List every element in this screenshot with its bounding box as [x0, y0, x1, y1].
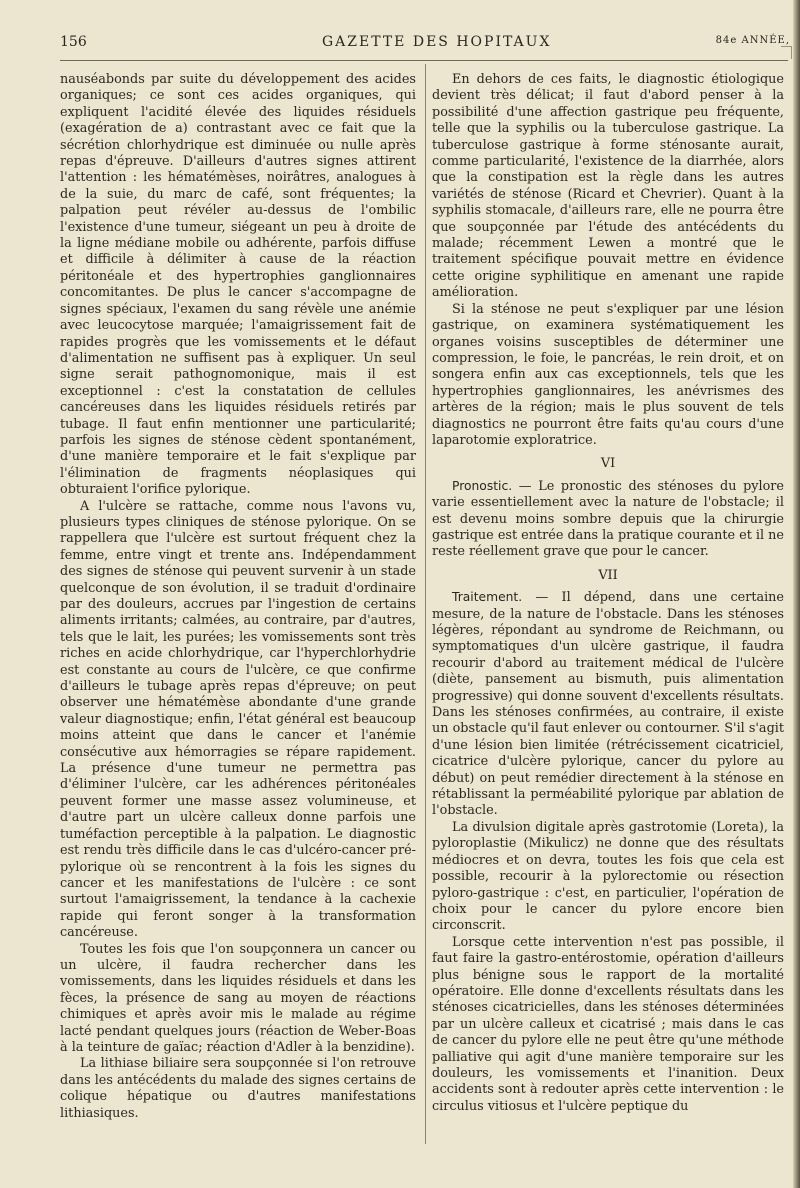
paragraph-ulcer: A l'ulcère se rattache, comme nous l'avons vu, plusieurs types cliniques de sténose pylorique. On se rappellera que l'ulcère est surtout fréquent chez la femme, entre vingt et trente ans. Indépendamment des signes de sténose qui peuvent survenir à un stade quelconque de son évolution, il se traduit d'ordinaire par des douleurs, accrues par l'ingestion de certains aliments irritants; calmées, au contraire, par d'autres, tels que le lait, les purées; les vomissements sont très riches en acide chlorhydrique, car l'hyperchlorhydrie est constante au cours de l'ulcère, ce que confirme d'ailleurs le tubage après repas d'épreuve; on peut observer une hématémèse abondante d'une grande valeur diagnostique; enfin, l'état général est beaucoup moins atteint que dans le cancer et l'anémie consécutive aux hémorragies se répare rapidement. La présence d'une tumeur ne permettra pas d'éliminer l'ulcère, car les adhérences péritonéales peuvent former une masse assez volumineuse, et d'autre part un ulcère calleux donne parfois une tuméfaction perceptible à la palpation. Le diagnostic est rendu très difficile dans le cas d'ulcéro-cancer pré-pylorique où se rencontrent à la fois les signes du cancer et les manifestations de l'ulcère : ce sont surtout l'amaigrissement, la tendance à la cachexie rapide qui feront songer à la transformation cancéreuse.: [60, 498, 416, 941]
traitement-label: Traitement.: [452, 590, 523, 605]
column-divider: [425, 64, 426, 1144]
header-rule: [60, 60, 788, 61]
page-fold-mark: [781, 46, 792, 59]
section-heading-vi: VI: [600, 456, 616, 472]
left-column: [60, 72, 416, 1122]
paragraph-cancer-signs: nauséabonds par suite du développement des acides organiques; ce sont ces acides organiques, qui expliquent l'acidité élevée des liquides résiduels (exagération de a) contrastant avec ce fait que la sécrétion chlorhydrique est diminuée ou nulle après repas d'épreuve. D'ailleurs d'autres signes attirent l'attention : les hématémèses, noirâtres, analogues à de la suie, du marc de café, sont fréquentes; la palpation peut révéler au-dessus de l'ombilic l'existence d'une tumeur, siégeant un peu à droite de la ligne médiane mobile ou adhérente, parfois diffuse et difficile à délimiter à cause de la réaction péritonéale et des hypertrophies ganglionnaires concomitantes. De plus le cancer s'accompagne de signes spéciaux, l'examen du sang révèle une anémie avec leucocytose marquée; l'amaigrissement fait de rapides progrès que les vomissements et le défaut d'alimentation ne suffisent pas à expliquer. Un seul signe serait pathognomonique, mais il est exceptionnel : c'est la constatation de cellules cancéreuses dans les liquides résiduels retirés par tubage. Il faut enfin mentionner une particularité; parfois les signes de sténose cèdent spontanément, d'une manière temporaire et le fait s'explique par l'élimination de fragments néoplasiques qui obturaient l'orifice pylorique.: [60, 72, 416, 498]
binding-edge: [793, 0, 800, 1188]
right-column: [432, 72, 784, 1115]
section-heading-vii: VII: [598, 567, 618, 583]
volume-year: 84e ANNÉE,: [715, 35, 790, 46]
paragraph-blood-search: Toutes les fois que l'on soupçonnera un cancer ou un ulcère, il faudra rechercher dans les vomissements, dans les liquides résiduels et dans les fèces, la présence de sang au moyen de réactions chimiques et après avoir mis le malade au régime lacté pendant quelques jours (réaction de Weber-Boas à la teinture de gaïac; réaction d'Adler à la benzidine).: [60, 941, 416, 1055]
page-number: 156: [60, 34, 87, 50]
paragraph-pronostic: [432, 478, 784, 561]
running-header: [60, 34, 790, 56]
pronostic-text: — Le pronostic des sténoses du pylore varie essentiellement avec la nature de l'obstacle; il est devenu moins sombre depuis que la chirurgie gastrique est entrée dans la pratique courante et il ne reste réellement grave que pour le cancer.: [432, 478, 784, 560]
paragraph-divulsion: La divulsion digitale après gastrotomie (Loreta), la pyloroplastie (Mikulicz) ne donne que des résultats médiocres et on devra, toutes les fois que cela est possible, recourir à la pylorectomie ou résection pyloro-gastrique : c'est, en particulier, l'opération de choix pour le cancer du pylore encore bien circonscrit.: [432, 819, 784, 934]
paragraph-lithiasis: La lithiase biliaire sera soupçonnée si l'on retrouve dans les antécédents du malade des signes certains de colique hépatique ou d'autres manifestations lithiasiques.: [60, 1056, 416, 1121]
paragraph-compression: Si la sténose ne peut s'expliquer par une lésion gastrique, on examinera systématiquement les organes voisins susceptibles de déterminer une compression, le foie, le pancréas, le rein droit, et on songera enfin aux cas exceptionnels, tels que les hypertrophies ganglionnaires, les anévrismes des artères de la région; mais le plus souvent de tels diagnostics ne pourront être faits qu'au cours d'une laparotomie exploratrice.: [432, 301, 784, 448]
journal-title: GAZETTE DES HOPITAUX: [322, 34, 552, 50]
paragraph-etiology: En dehors de ces faits, le diagnostic étiologique devient très délicat; il faut d'abord penser à la possibilité d'une affection gastrique peu fréquente, telle que la syphilis ou la tuberculose gastrique. La tuberculose gastrique à forme sténosante aurait, comme particularité, l'existence de la diarrhée, alors que la constipation est la règle dans les autres variétés de sténose (Ricard et Chevrier). Quant à la syphilis stomacale, d'ailleurs rare, elle ne pourra être que soupçonnée par l'étude des antécédents du malade; récemment Lewen a montré que le traitement spécifique pouvait mettre en évidence cette origine syphilitique en amenant une rapide amélioration.: [432, 72, 784, 301]
paragraph-gastro-enterostomie: Lorsque cette intervention n'est pas possible, il faut faire la gastro-entérostomie, opération d'ailleurs plus bénigne sous le rapport de la mortalité opératoire. Elle donne d'excellents résultats dans les sténoses cicatricielles, dans les sténoses déterminées par un ulcère calleux et cicatrisé ; mais dans le cas de cancer du pylore elle ne peut être qu'une méthode palliative qui agit d'une manière temporaire sur les douleurs, les vomissements et l'inanition. Deux accidents sont à redouter après cette intervention : le circulus vitiosus et l'ulcère peptique du: [432, 934, 784, 1114]
traitement-text: — Il dépend, dans une certaine mesure, de la nature de l'obstacle. Dans les sténoses légères, répondant au syndrome de Reichmann, ou symptomatiques d'un ulcère gastrique, il faudra recourir d'abord au traitement médical de l'ulcère (diète, pansement au bismuth, puis alimentation progressive) qui donne souvent d'excellents résultats. Dans les sténoses confirmées, au contraire, il existe un obstacle qu'il faut enlever ou contourner. S'il s'agit d'une lésion bien limitée (rétrécissement cicatriciel, cicatrice d'ulcère pylorique, cancer du pylore au début) on peut remédier directement à la sténose en rétablissant la perméabilité pylorique par ablation de l'obstacle.: [432, 590, 784, 819]
pronostic-label: Pronostic.: [452, 478, 513, 493]
paragraph-traitement: [432, 589, 784, 820]
